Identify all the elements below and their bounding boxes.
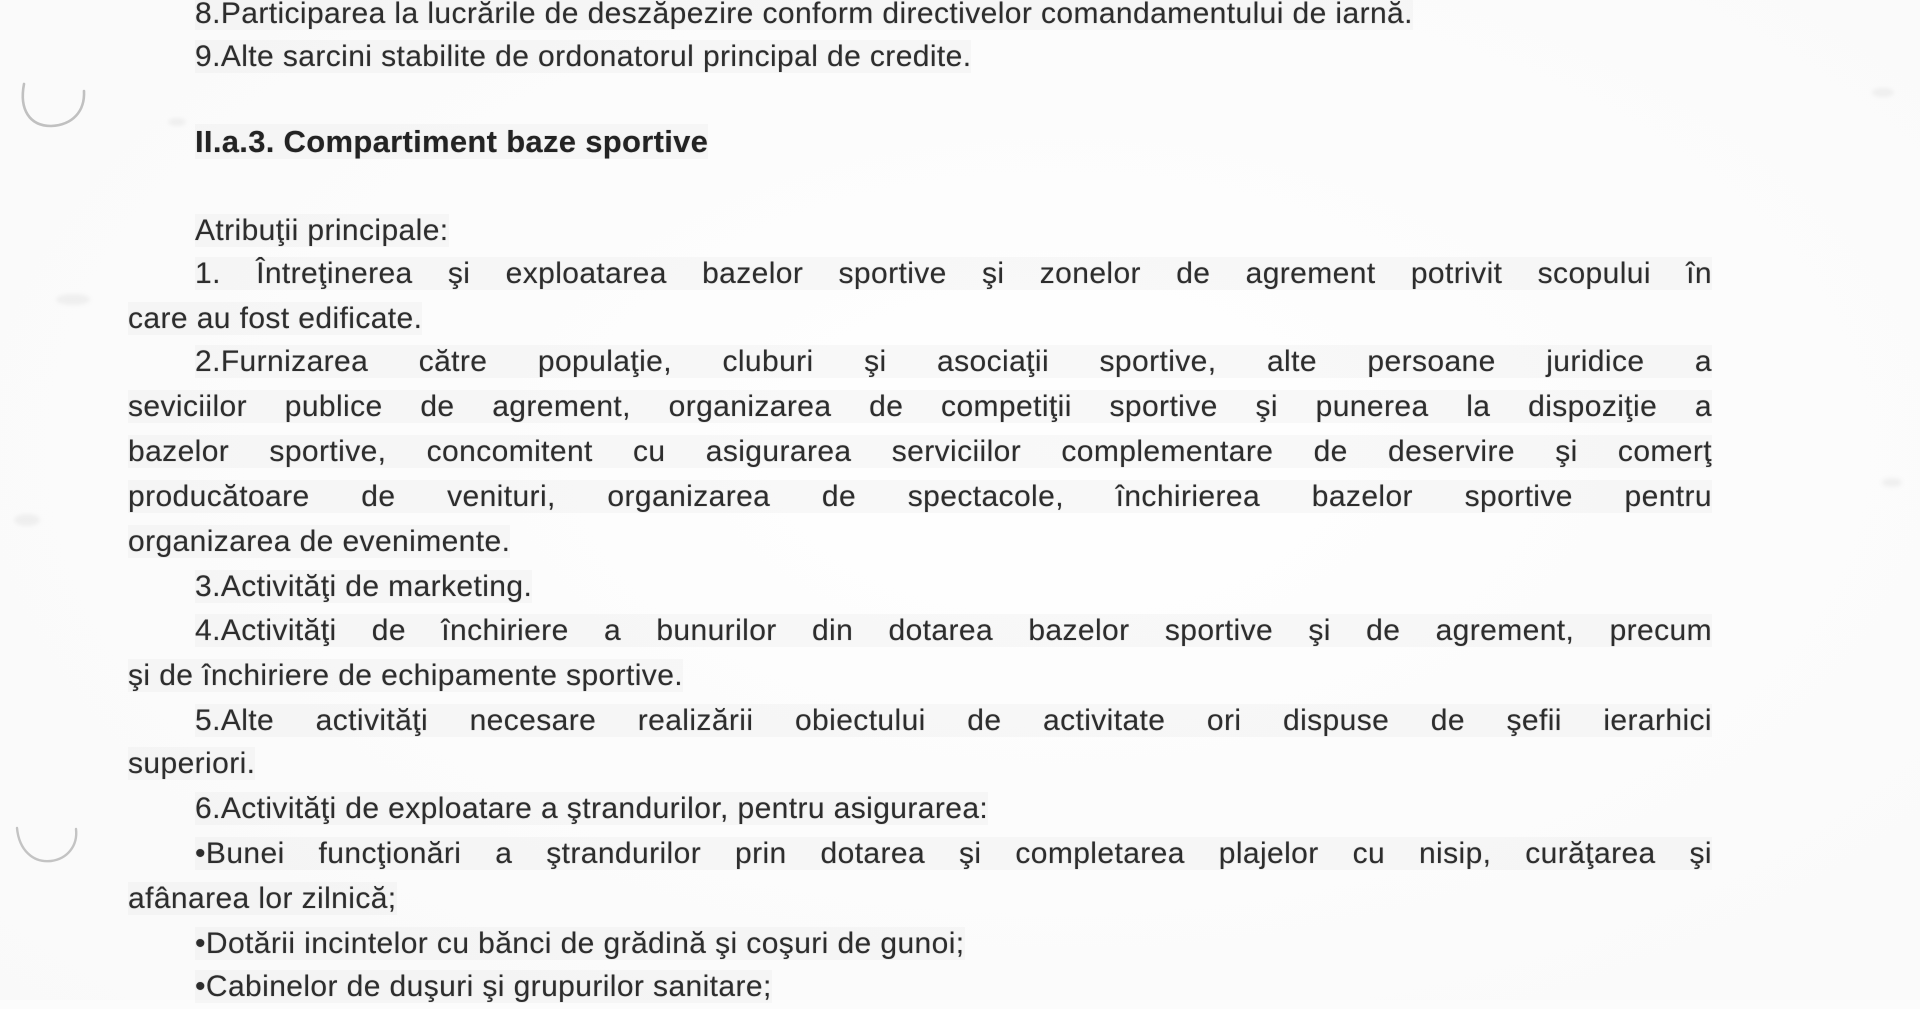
text-line: afânarea lor zilnică; [128, 882, 397, 915]
text-line: care au fost edificate. [128, 302, 423, 335]
text-line: 3.Activităţi de marketing. [195, 570, 533, 603]
text-line: bazelor sportive, concomitent cu asigurarea serviciilor complementare de deservire şi comerţ [128, 435, 1712, 468]
text-line: 5.Alte activităţi necesare realizării obiectului de activitate ori dispuse de şefii ierarhici [195, 704, 1712, 737]
text-line: Atribuţii principale: [195, 214, 449, 247]
scan-curve-mark-top [14, 78, 96, 140]
text-line: 2.Furnizarea către populaţie, cluburi şi asociaţii sportive, alte persoane juridice a [195, 345, 1712, 378]
text-line: seviciilor publice de agrement, organizarea de competiţii sportive şi punerea la dispoziţie a [128, 390, 1712, 423]
section-heading: II.a.3. Compartiment baze sportive [195, 124, 709, 159]
scan-smudge [1882, 478, 1902, 487]
text-line: şi de închiriere de echipamente sportive. [128, 659, 684, 692]
text-line: superiori. [128, 747, 256, 780]
text-line: 1. Întreţinerea şi exploatarea bazelor sportive şi zonelor de agrement potrivit scopului în [195, 257, 1712, 290]
text-line: 9.Alte sarcini stabilite de ordonatorul principal de credite. [195, 40, 972, 73]
bullet-line: •Bunei funcţionări a ştrandurilor prin dotarea şi completarea plajelor cu nisip, curăţarea şi [195, 837, 1712, 870]
text-line: 4.Activităţi de închiriere a bunurilor din dotarea bazelor sportive şi de agrement, precum [195, 614, 1712, 647]
text-line: 8.Participarea la lucrările de deszăpezire conform directivelor comandamentului de iarnă. [128, 0, 1712, 36]
scan-smudge [56, 294, 90, 305]
text-line: 6.Activităţi de exploatare a ştrandurilor, pentru asigurarea: [195, 792, 989, 825]
scan-smudge [14, 514, 40, 526]
text-line: organizarea de evenimente. [128, 525, 511, 558]
text-line: producătoare de venituri, organizarea de spectacole, închirierea bazelor sportive pentru [128, 480, 1712, 513]
scan-curve-mark-bottom [10, 818, 88, 874]
bullet-line: •Cabinelor de duşuri şi grupurilor sanitare; [195, 970, 772, 1003]
bullet-line: •Dotării incintelor cu bănci de grădină şi coşuri de gunoi; [195, 927, 965, 960]
scan-smudge [1872, 88, 1894, 97]
